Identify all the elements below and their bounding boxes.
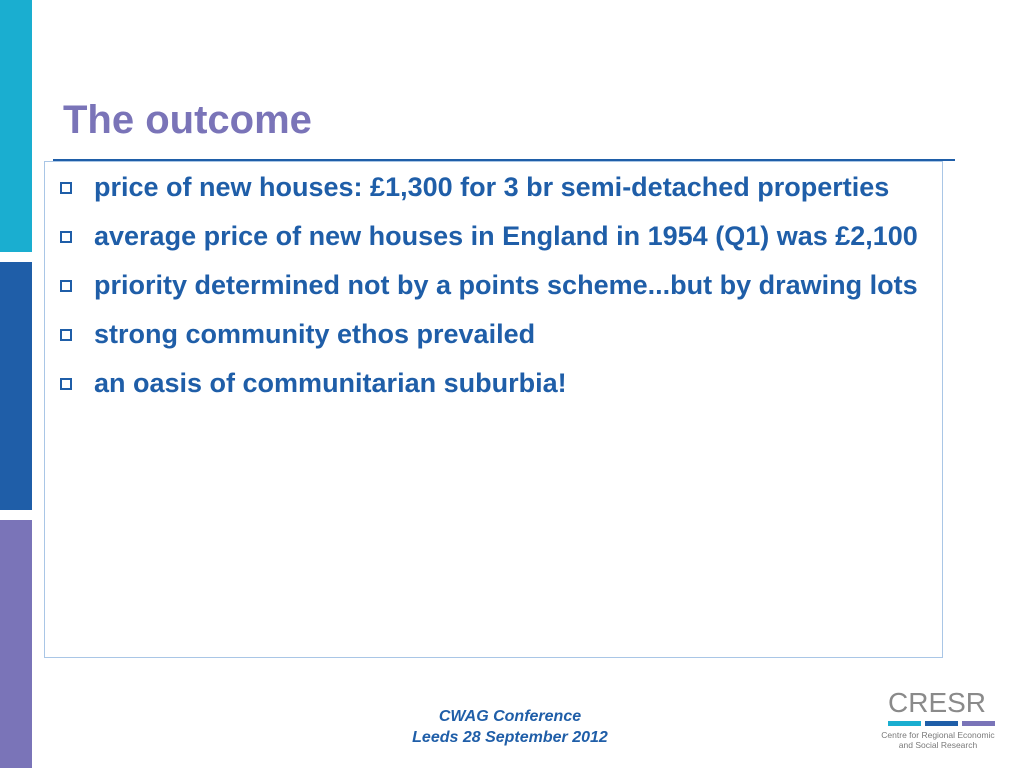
bullet-item: [60, 167, 930, 207]
bullet-text: average price of new houses in England in 1954 (Q1) was £2,100: [94, 221, 918, 251]
bullet-item: [60, 314, 930, 354]
logo-caption: [876, 730, 1000, 750]
bullet-text: strong community ethos prevailed: [94, 319, 536, 349]
bullet-text: an oasis of communitarian suburbia!: [94, 368, 567, 398]
side-bar-cyan: [0, 0, 32, 252]
square-bullet-icon: [60, 182, 72, 194]
side-bar-blue: [0, 262, 32, 510]
bullet-item: [60, 216, 930, 256]
bullet-list: [60, 167, 930, 412]
footer-conference: CWAG Conference: [438, 708, 582, 725]
bullet-text: price of new houses: £1,300 for 3 br semi-detached properties: [94, 172, 890, 202]
cresr-logo: [876, 688, 1006, 752]
square-bullet-icon: [60, 378, 72, 390]
footer-date: Leeds 28 September 2012: [412, 729, 608, 746]
square-bullet-icon: [60, 280, 72, 292]
bullet-item: [60, 265, 930, 305]
square-bullet-icon: [60, 329, 72, 341]
bullet-text: priority determined not by a points scheme...but by drawing lots: [94, 270, 918, 300]
logo-caption-line2: and Social Research: [898, 740, 978, 750]
logo-stripes: [888, 721, 994, 726]
footer: [360, 706, 660, 748]
slide-title: The outcome: [63, 98, 312, 142]
logo-stripe-cyan: [888, 721, 921, 726]
side-bar-purple: [0, 520, 32, 768]
logo-stripe-blue: [925, 721, 958, 726]
bullet-item: [60, 363, 930, 403]
logo-stripe-purple: [962, 721, 995, 726]
square-bullet-icon: [60, 231, 72, 243]
logo-wordmark: CRESR: [888, 687, 987, 718]
logo-caption-line1: Centre for Regional Economic: [881, 730, 995, 740]
